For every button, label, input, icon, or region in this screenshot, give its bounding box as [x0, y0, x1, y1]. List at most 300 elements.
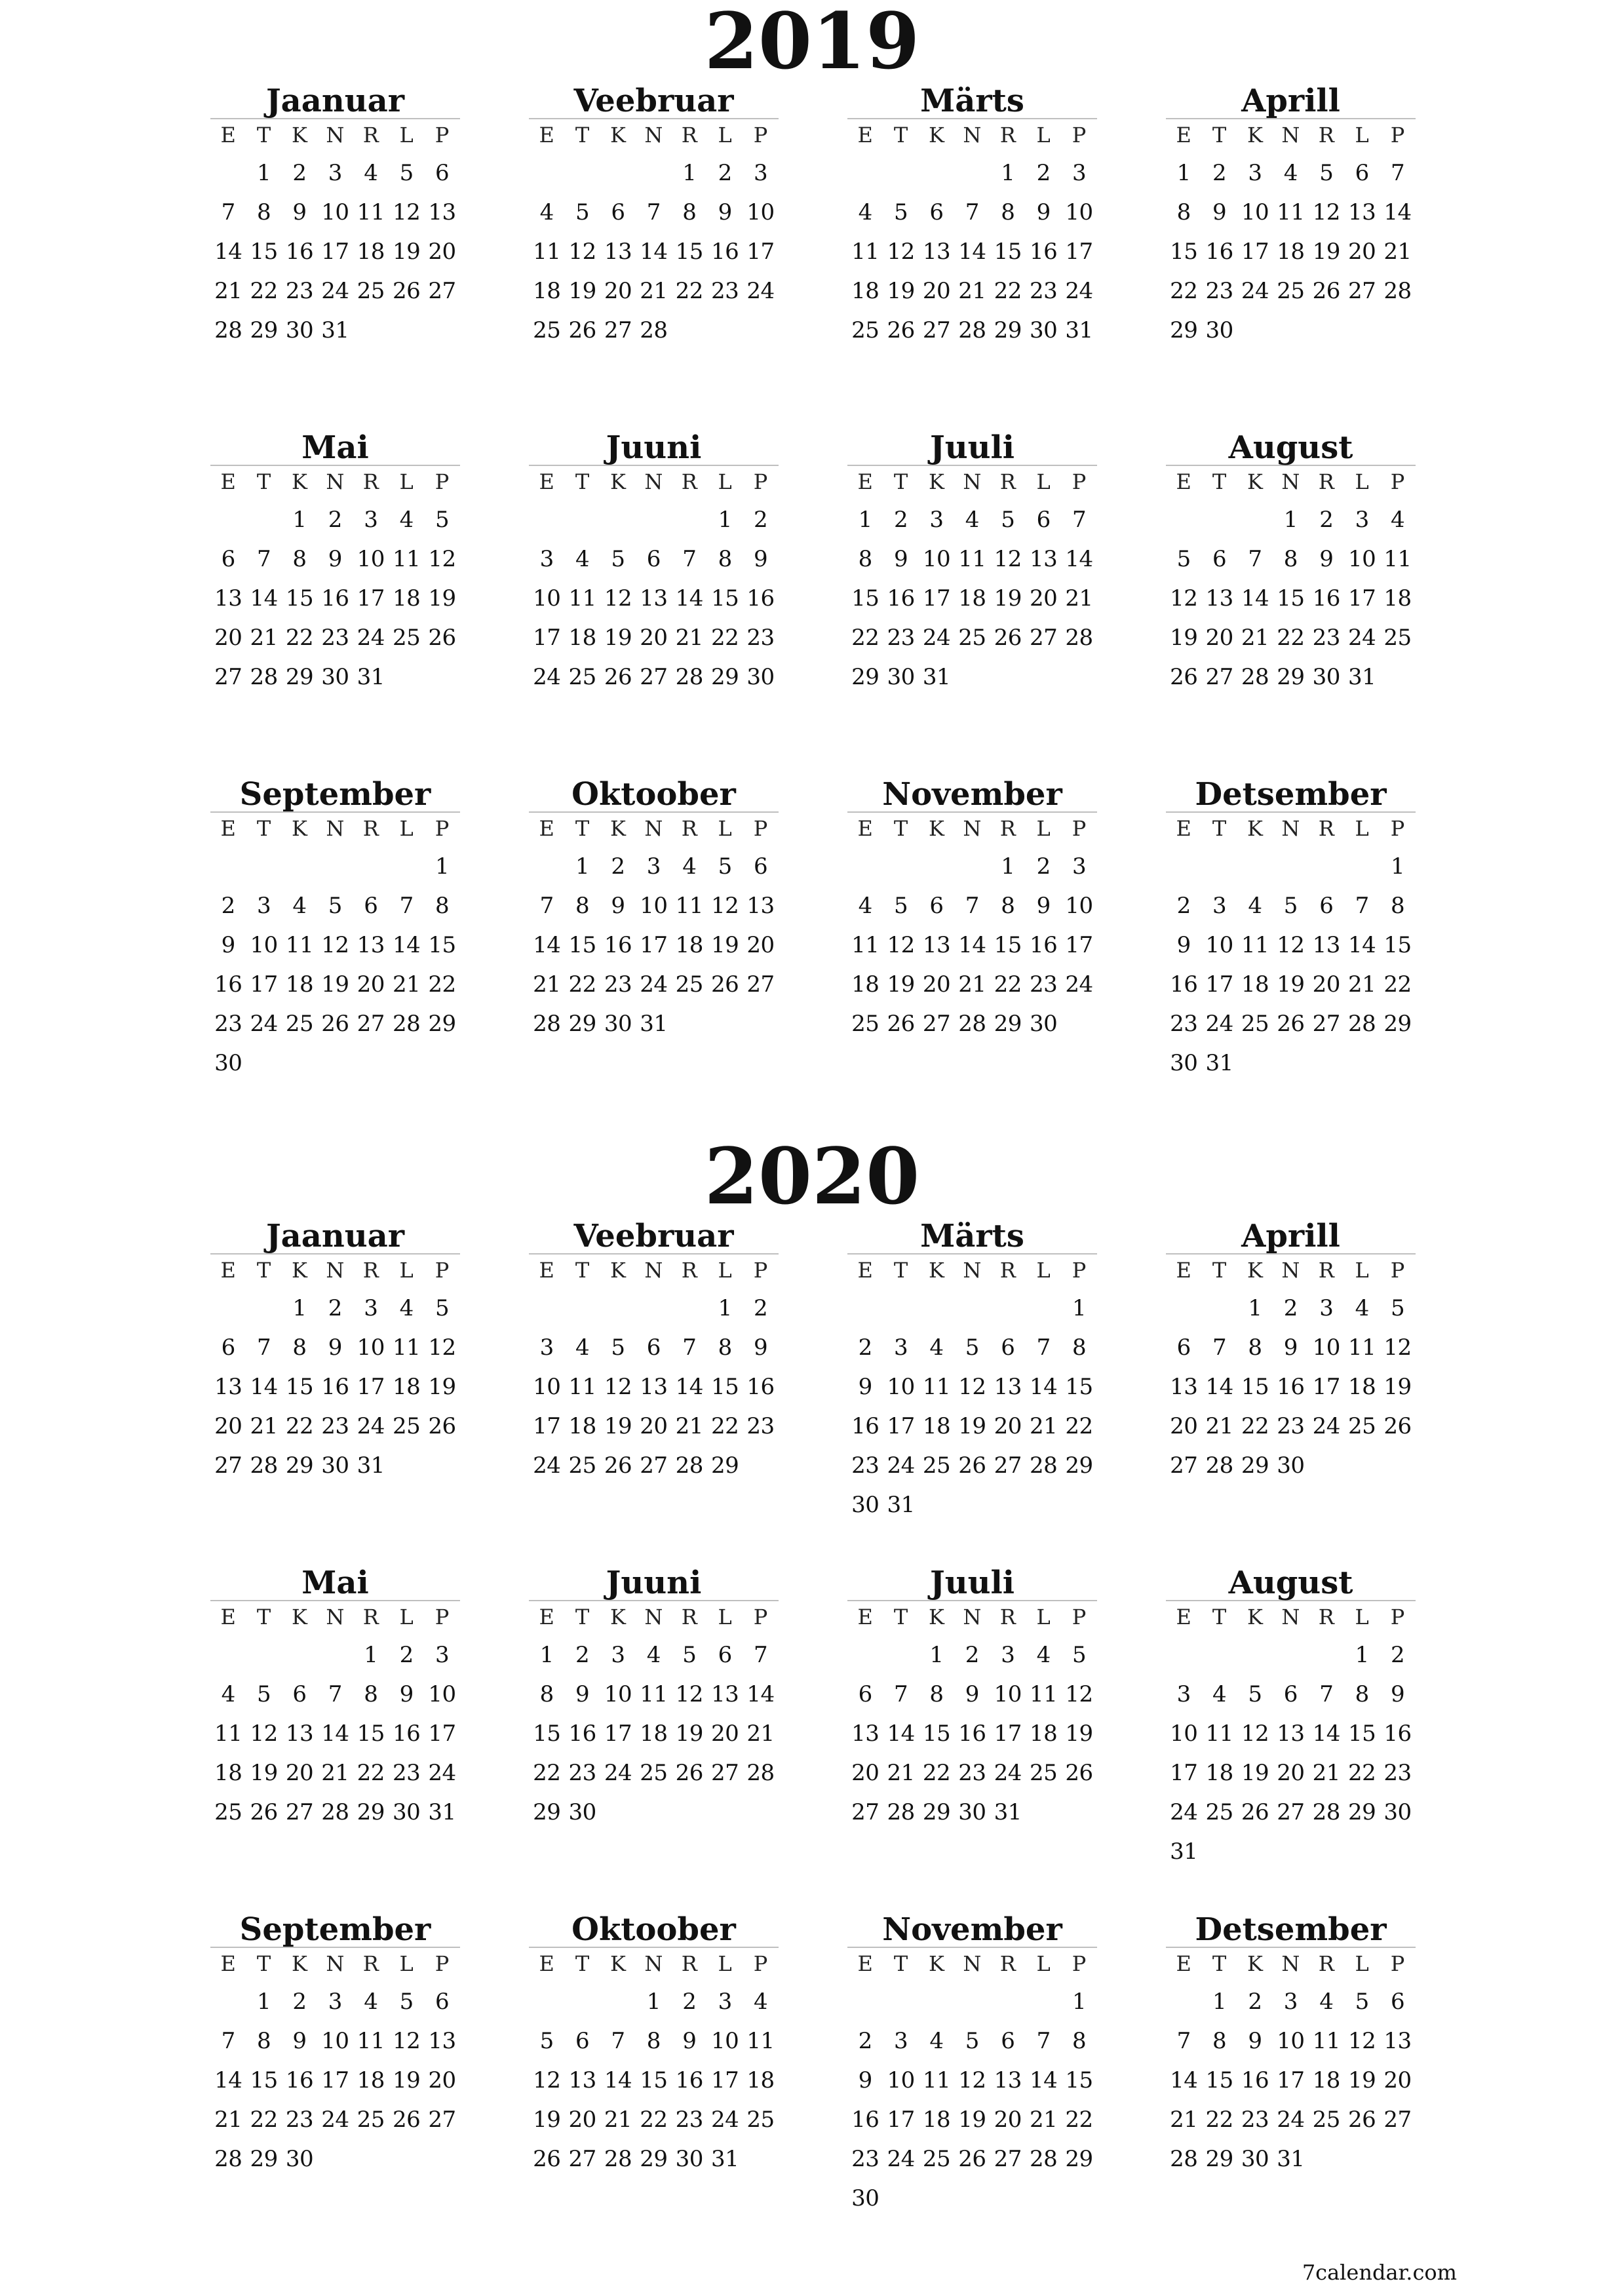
day-cell: 27 [1170, 1452, 1198, 1479]
day-cell: 24 [1312, 1413, 1340, 1439]
day-cell: 12 [393, 199, 421, 225]
weekday-label: T [893, 1951, 908, 1976]
day-cell: 4 [646, 1642, 661, 1668]
day-blank [210, 500, 246, 539]
day-cell: 29 [711, 1452, 739, 1479]
day-cell: 9 [753, 1334, 768, 1361]
day-cell: 1 [539, 1642, 554, 1668]
day-cell: 14 [1348, 932, 1376, 958]
day-cell: 3 [1212, 893, 1227, 919]
day-cell: 29 [640, 2146, 668, 2172]
day-cell: 13 [1170, 1374, 1198, 1400]
weekday-label: R [362, 816, 379, 841]
day-cell: 26 [568, 317, 596, 343]
day-cell: 5 [894, 893, 908, 919]
day-cell: 28 [250, 1452, 278, 1479]
month-name: Juuni [606, 429, 702, 466]
weekday-label: R [999, 1605, 1016, 1629]
day-cell: 28 [1241, 664, 1269, 690]
day-cell: 9 [682, 2028, 697, 2054]
day-cell: 9 [292, 2028, 307, 2054]
day-cell: 30 [1170, 1050, 1198, 1076]
day-cell: 1 [1001, 160, 1015, 186]
day-cell: 15 [1383, 932, 1412, 958]
day-cell: 18 [214, 1760, 242, 1786]
weekday-label: L [1355, 1258, 1369, 1283]
day-cell: 22 [250, 2107, 278, 2133]
day-cell: 13 [357, 932, 385, 958]
month-grid [529, 1947, 779, 2179]
day-cell: 16 [887, 585, 915, 612]
day-cell: 9 [328, 1334, 342, 1361]
day-cell: 15 [1170, 239, 1198, 265]
day-cell: 12 [1065, 1681, 1093, 1707]
day-cell: 30 [604, 1011, 632, 1037]
day-blank [636, 153, 671, 193]
day-cell: 30 [746, 664, 775, 690]
day-blank [883, 1289, 918, 1328]
day-cell: 29 [250, 317, 278, 343]
day-cell: 17 [1312, 1374, 1340, 1400]
day-cell: 25 [922, 2146, 951, 2172]
day-cell: 27 [640, 1452, 668, 1479]
weekday-label: K [929, 816, 944, 841]
weekday-label: L [1036, 816, 1051, 841]
day-cell: 22 [250, 278, 278, 304]
day-cell: 31 [428, 1799, 456, 1825]
day-cell: 11 [1312, 2028, 1340, 2054]
day-cell: 18 [1383, 585, 1412, 612]
day-cell: 16 [675, 2067, 703, 2093]
day-cell: 21 [1065, 585, 1093, 612]
day-cell: 20 [1205, 625, 1233, 651]
day-cell: 17 [887, 1413, 915, 1439]
day-cell: 15 [922, 1721, 951, 1747]
day-cell: 9 [292, 199, 307, 225]
day-blank [210, 1289, 246, 1328]
day-cell: 22 [1205, 2107, 1233, 2133]
day-cell: 7 [1248, 546, 1262, 572]
day-cell: 12 [675, 1681, 703, 1707]
weekday-label: N [326, 1951, 345, 1976]
weekday-label: K [929, 469, 944, 494]
day-cell: 17 [922, 585, 951, 612]
day-cell: 14 [1065, 546, 1093, 572]
month-name: Mai [301, 1565, 369, 1601]
day-cell: 23 [1205, 278, 1233, 304]
month-grid [1166, 811, 1416, 1083]
month-grid [847, 118, 1097, 350]
day-cell: 10 [1312, 1334, 1340, 1361]
footer-site[interactable]: 7calendar.com [1302, 2260, 1457, 2285]
day-cell: 26 [1065, 1760, 1093, 1786]
day-cell: 26 [604, 1452, 632, 1479]
day-cell: 18 [1241, 971, 1269, 998]
month-name: Juuli [930, 429, 1015, 466]
day-cell: 21 [958, 971, 986, 998]
day-cell: 27 [922, 1011, 951, 1037]
day-cell: 21 [887, 1760, 915, 1786]
day-cell: 8 [1001, 893, 1015, 919]
day-cell: 25 [1348, 1413, 1376, 1439]
day-cell: 19 [393, 2067, 421, 2093]
day-cell: 21 [1205, 1413, 1233, 1439]
day-cell: 21 [1241, 625, 1269, 651]
day-cell: 6 [929, 199, 944, 225]
day-cell: 28 [214, 2146, 242, 2172]
day-cell: 14 [214, 2067, 242, 2093]
day-cell: 20 [711, 1721, 739, 1747]
day-cell: 30 [675, 2146, 703, 2172]
month-name: Mai [301, 429, 369, 466]
day-cell: 8 [1248, 1334, 1262, 1361]
weekday-label: T [575, 469, 590, 494]
day-cell: 10 [1241, 199, 1269, 225]
weekday-label: T [256, 123, 271, 147]
day-cell: 28 [393, 1011, 421, 1037]
day-cell: 3 [611, 1642, 625, 1668]
day-cell: 12 [1348, 2028, 1376, 2054]
day-cell: 13 [640, 585, 668, 612]
day-cell: 8 [1001, 199, 1015, 225]
day-cell: 14 [1030, 1374, 1058, 1400]
day-cell: 29 [357, 1799, 385, 1825]
day-cell: 5 [965, 1334, 979, 1361]
day-cell: 2 [292, 1989, 307, 2015]
month-2 [529, 82, 779, 429]
day-cell: 7 [1319, 1681, 1334, 1707]
day-cell: 20 [604, 278, 632, 304]
day-cell: 19 [958, 2107, 986, 2133]
day-cell: 4 [929, 1334, 944, 1361]
day-cell: 6 [1283, 1681, 1298, 1707]
day-cell: 13 [922, 239, 951, 265]
day-cell: 31 [711, 2146, 739, 2172]
weekday-label: K [292, 1258, 307, 1283]
day-cell: 19 [1348, 2067, 1376, 2093]
day-cell: 14 [1030, 2067, 1058, 2093]
day-cell: 20 [428, 2067, 456, 2093]
day-cell: 12 [604, 1374, 632, 1400]
day-cell: 27 [428, 2107, 456, 2133]
weekday-label: E [1176, 1951, 1191, 1976]
day-cell: 2 [399, 1642, 414, 1668]
day-cell: 7 [682, 546, 697, 572]
day-cell: 10 [1348, 546, 1376, 572]
day-cell: 29 [1383, 1011, 1412, 1037]
day-cell: 9 [221, 932, 235, 958]
weekday-label: L [718, 1605, 732, 1629]
day-cell: 21 [250, 1413, 278, 1439]
day-cell: 17 [1241, 239, 1269, 265]
day-cell: 31 [357, 1452, 385, 1479]
day-cell: 10 [357, 546, 385, 572]
weekday-label: E [857, 123, 873, 147]
day-cell: 4 [753, 1989, 768, 2015]
month-grid [210, 1947, 460, 2179]
day-cell: 10 [711, 2028, 739, 2054]
day-blank [847, 1982, 883, 2021]
day-cell: 24 [321, 278, 349, 304]
month-grid [1166, 1253, 1416, 1485]
day-cell: 12 [1241, 1721, 1269, 1747]
weekday-label: R [681, 1951, 697, 1976]
month-grid [529, 811, 779, 1043]
day-cell: 18 [533, 278, 561, 304]
month-10 [529, 1911, 779, 2257]
day-cell: 12 [533, 2067, 561, 2093]
day-cell: 3 [364, 507, 378, 533]
day-cell: 10 [250, 932, 278, 958]
weekday-label: K [1247, 816, 1263, 841]
day-cell: 11 [1030, 1681, 1058, 1707]
day-cell: 31 [1277, 2146, 1305, 2172]
day-cell: 14 [604, 2067, 632, 2093]
day-cell: 21 [1030, 1413, 1058, 1439]
day-cell: 5 [328, 893, 342, 919]
day-cell: 2 [965, 1642, 979, 1668]
month-3 [847, 82, 1097, 429]
day-cell: 5 [611, 1334, 625, 1361]
day-cell: 10 [321, 199, 349, 225]
weekday-label: L [718, 1951, 732, 1976]
day-cell: 31 [321, 317, 349, 343]
day-cell: 19 [1170, 625, 1198, 651]
day-cell: 29 [250, 2146, 278, 2172]
day-blank [636, 500, 671, 539]
day-cell: 9 [611, 893, 625, 919]
day-cell: 21 [321, 1760, 349, 1786]
month-name: Oktoober [571, 1911, 736, 1948]
day-cell: 8 [435, 893, 450, 919]
day-cell: 25 [851, 1011, 880, 1037]
day-cell: 17 [887, 2107, 915, 2133]
day-cell: 10 [922, 546, 951, 572]
day-cell: 25 [357, 2107, 385, 2133]
day-cell: 26 [1241, 1799, 1269, 1825]
day-cell: 13 [1030, 546, 1058, 572]
day-cell: 18 [640, 1721, 668, 1747]
day-cell: 13 [1205, 585, 1233, 612]
day-cell: 3 [1283, 1989, 1298, 2015]
weekday-label: E [1176, 123, 1191, 147]
day-cell: 26 [887, 317, 915, 343]
day-cell: 17 [746, 239, 775, 265]
weekday-label: T [893, 1605, 908, 1629]
day-cell: 13 [994, 1374, 1022, 1400]
day-cell: 3 [894, 2028, 908, 2054]
month-grid [847, 1600, 1097, 1832]
day-cell: 18 [1205, 1760, 1233, 1786]
day-cell: 25 [1312, 2107, 1340, 2133]
month-grid [529, 1600, 779, 1832]
day-blank [529, 500, 564, 539]
day-cell: 13 [428, 2028, 456, 2054]
month-5 [210, 429, 460, 775]
day-cell: 24 [922, 625, 951, 651]
day-cell: 20 [568, 2107, 596, 2133]
month-grid [529, 118, 779, 350]
day-cell: 4 [1036, 1642, 1051, 1668]
day-cell: 18 [357, 239, 385, 265]
day-cell: 7 [399, 893, 414, 919]
weekday-label: N [1281, 469, 1300, 494]
day-cell: 6 [435, 160, 450, 186]
weekday-label: R [681, 1605, 697, 1629]
day-cell: 10 [357, 1334, 385, 1361]
day-cell: 2 [1319, 507, 1334, 533]
day-cell: 30 [1030, 317, 1058, 343]
day-cell: 24 [357, 1413, 385, 1439]
day-cell: 12 [711, 893, 739, 919]
weekday-label: R [681, 469, 697, 494]
day-cell: 5 [1176, 546, 1191, 572]
month-name: August [1228, 1565, 1353, 1601]
month-name: Veebruar [573, 1218, 734, 1255]
day-cell: 12 [958, 2067, 986, 2093]
day-cell: 16 [285, 2067, 314, 2093]
weekday-label: T [256, 1605, 271, 1629]
weekday-label: P [753, 1605, 768, 1629]
day-cell: 22 [994, 278, 1022, 304]
day-cell: 12 [250, 1721, 278, 1747]
day-cell: 15 [428, 932, 456, 958]
day-cell: 22 [357, 1760, 385, 1786]
weekday-label: T [1212, 1258, 1227, 1283]
weekday-label: E [539, 1951, 554, 1976]
weekday-label: L [718, 816, 732, 841]
day-cell: 18 [746, 2067, 775, 2093]
day-cell: 17 [640, 932, 668, 958]
day-cell: 23 [851, 2146, 880, 2172]
day-cell: 30 [851, 2185, 880, 2211]
day-cell: 9 [1036, 199, 1051, 225]
month-name: Juuni [606, 1565, 702, 1601]
day-cell: 28 [1348, 1011, 1376, 1037]
day-blank [389, 847, 424, 886]
day-cell: 24 [250, 1011, 278, 1037]
day-blank [317, 847, 353, 886]
day-blank [1166, 847, 1201, 886]
day-cell: 4 [1212, 1681, 1227, 1707]
day-blank [883, 1982, 918, 2021]
day-cell: 13 [428, 199, 456, 225]
day-cell: 12 [994, 546, 1022, 572]
day-blank [847, 1635, 883, 1675]
day-cell: 4 [1390, 507, 1405, 533]
day-cell: 9 [1283, 1334, 1298, 1361]
day-cell: 11 [851, 239, 880, 265]
day-blank [1344, 847, 1380, 886]
month-2 [529, 1217, 779, 1564]
day-cell: 8 [1283, 546, 1298, 572]
day-cell: 20 [285, 1760, 314, 1786]
day-cell: 3 [1072, 853, 1087, 880]
weekday-label: E [220, 123, 236, 147]
day-cell: 22 [711, 625, 739, 651]
weekday-label: P [1390, 469, 1405, 494]
day-cell: 27 [1205, 664, 1233, 690]
weekday-label: R [681, 816, 697, 841]
weekday-label: N [963, 469, 982, 494]
day-cell: 19 [1065, 1721, 1093, 1747]
day-cell: 28 [640, 317, 668, 343]
day-cell: 1 [858, 507, 872, 533]
day-cell: 17 [994, 1721, 1022, 1747]
day-cell: 5 [682, 1642, 697, 1668]
day-cell: 12 [887, 932, 915, 958]
day-cell: 18 [357, 2067, 385, 2093]
month-grid [1166, 465, 1416, 697]
weekday-label: N [963, 1605, 982, 1629]
day-cell: 30 [1030, 1011, 1058, 1037]
day-cell: 14 [746, 1681, 775, 1707]
weekday-label: P [753, 123, 768, 147]
day-cell: 18 [851, 971, 880, 998]
day-cell: 31 [357, 664, 385, 690]
day-cell: 26 [1170, 664, 1198, 690]
month-grid [210, 465, 460, 697]
day-cell: 21 [533, 971, 561, 998]
day-cell: 24 [1241, 278, 1269, 304]
month-grid [847, 465, 1097, 697]
day-blank [246, 1289, 281, 1328]
year-title: 2020 [704, 1131, 920, 1222]
day-cell: 24 [357, 625, 385, 651]
day-cell: 19 [604, 1413, 632, 1439]
day-cell: 14 [214, 239, 242, 265]
day-cell: 17 [1170, 1760, 1198, 1786]
day-cell: 5 [539, 2028, 554, 2054]
day-cell: 19 [393, 239, 421, 265]
day-cell: 28 [1383, 278, 1412, 304]
day-cell: 2 [1248, 1989, 1262, 2015]
day-cell: 19 [1241, 1760, 1269, 1786]
day-cell: 21 [746, 1721, 775, 1747]
month-grid [847, 1947, 1097, 2218]
day-cell: 16 [1241, 2067, 1269, 2093]
day-cell: 23 [746, 1413, 775, 1439]
month-name: Märts [920, 83, 1024, 119]
weekday-label: L [1036, 1951, 1051, 1976]
weekday-label: K [610, 123, 626, 147]
day-cell: 2 [292, 160, 307, 186]
weekday-label: N [644, 816, 663, 841]
day-cell: 4 [221, 1681, 235, 1707]
weekday-label: K [292, 1951, 307, 1976]
day-cell: 29 [428, 1011, 456, 1037]
day-cell: 6 [646, 546, 661, 572]
day-cell: 20 [214, 625, 242, 651]
day-blank [600, 153, 636, 193]
day-cell: 19 [1277, 971, 1305, 998]
day-cell: 6 [611, 199, 625, 225]
day-cell: 13 [851, 1721, 880, 1747]
day-cell: 13 [746, 893, 775, 919]
day-cell: 31 [1065, 317, 1093, 343]
weekday-label: T [256, 469, 271, 494]
day-cell: 24 [533, 664, 561, 690]
day-cell: 21 [1383, 239, 1412, 265]
day-cell: 5 [435, 507, 450, 533]
day-cell: 4 [575, 1334, 590, 1361]
day-cell: 4 [364, 1989, 378, 2015]
months-grid [210, 82, 1416, 1122]
weekday-label: L [1355, 816, 1369, 841]
day-cell: 6 [292, 1681, 307, 1707]
day-cell: 6 [364, 893, 378, 919]
day-cell: 20 [1030, 585, 1058, 612]
